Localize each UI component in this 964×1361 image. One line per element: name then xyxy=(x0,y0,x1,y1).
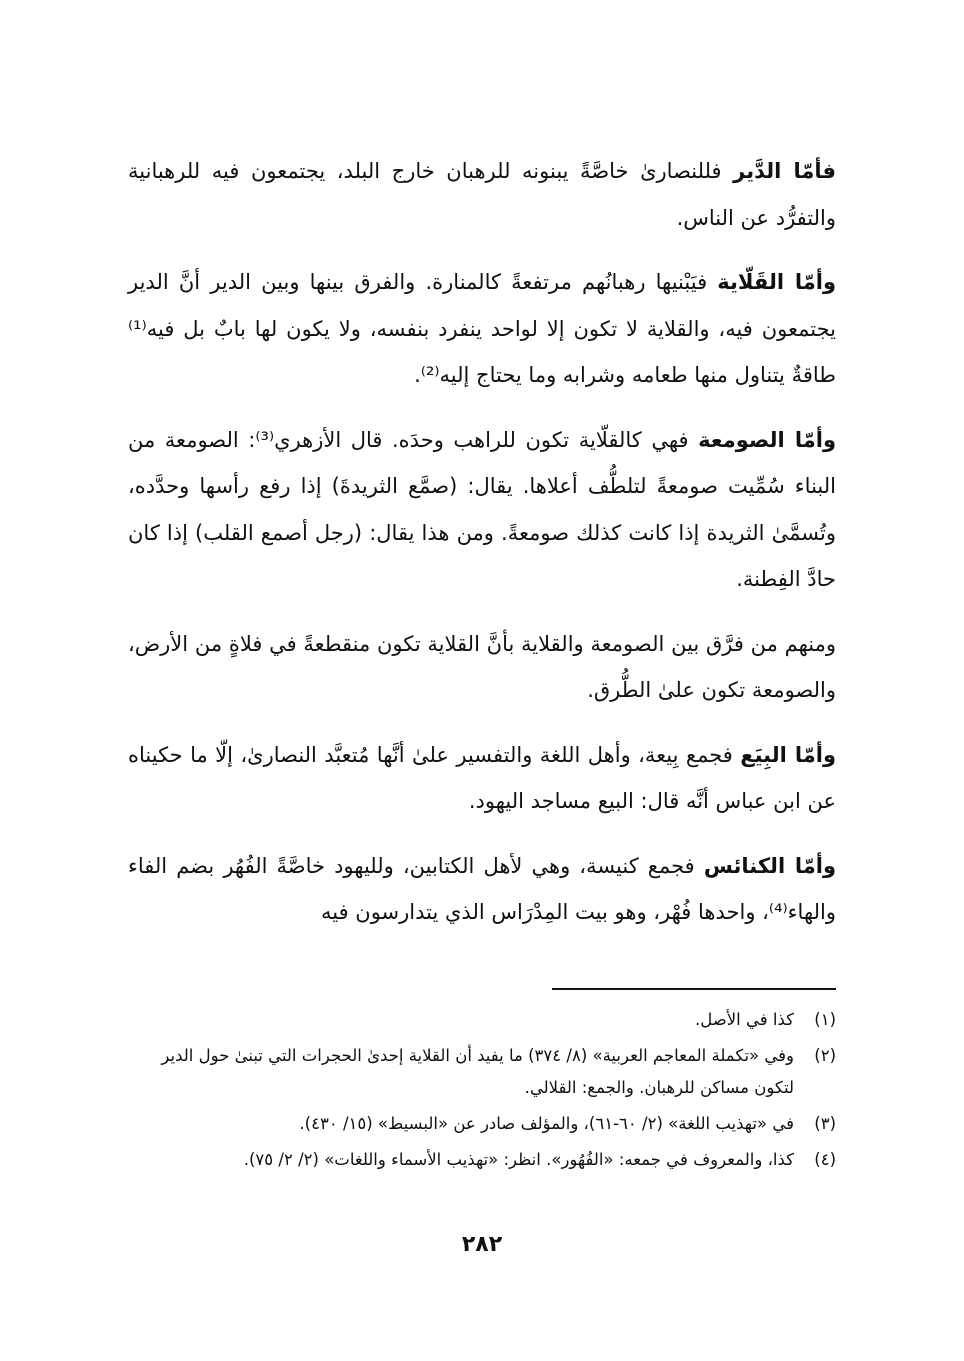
paragraph-heading: وأمّا الكنائس xyxy=(703,853,836,878)
page-number: ٢٨٢ xyxy=(461,1232,503,1257)
paragraph-qallaya xyxy=(128,259,836,399)
footnote-2 xyxy=(128,1040,836,1104)
paragraph-dayr xyxy=(128,148,836,241)
paragraph-heading: وأمّا الصومعة xyxy=(698,427,837,452)
footnote-number: (٢) xyxy=(814,1046,836,1065)
paragraph-sawmaa xyxy=(128,417,836,603)
footnote-divider xyxy=(552,988,836,990)
footnote-3 xyxy=(128,1108,836,1140)
footnote-text: في «تهذيب اللغة» (٢/ ٦٠-٦١)، والمؤلف صادر عن «البسيط» (١٥/ ٤٣٠). xyxy=(299,1114,794,1133)
footnotes xyxy=(128,1004,836,1180)
footnote-text: وفي «تكملة المعاجم العربية» (٨/ ٣٧٤) ما يفيد أن القلاية إحدىٰ الحجرات التي تبنىٰ حول الدير لتكون مساكن للرهبان. والجمع: القلالي. xyxy=(161,1046,794,1097)
footnote-number: (١) xyxy=(814,1010,836,1029)
paragraph-text: فيَبْنيها رهبانُهم مرتفعةً كالمنارة. والفرق بينها وبين الدير أنَّ الدير يجتمعون فيه، والقلاية لا تكون إلا لواحد ينفرد بنفسه، ولا يكون لها بابٌ بل فيه⁽¹⁾ طاقةٌ يتناول منها طعامه وشرابه وما يحتاج إليه⁽²⁾. xyxy=(128,270,836,387)
footnote-number: (٤) xyxy=(814,1150,836,1169)
paragraph-heading: وأمّا البِيَع xyxy=(740,742,836,767)
footnote-text: كذا، والمعروف في جمعه: «الفُهُور». انظر: «تهذيب الأسماء واللغات» (٢/ ٢/ ٧٥). xyxy=(243,1150,794,1169)
paragraph-text: فهي كالقلّاية تكون للراهب وحدَه. قال الأزهري⁽³⁾: الصومعة من البناء سُمِّيت صومعةً لتلطُّف أعلاها. يقال: (صمَّع الثريدةَ) إذا رفع رأسها وحدَّده، وتُسمَّىٰ الثريدة إذا كانت كذلك صومعةً. ومن هذا يقال: (رجل أصمع القلب) إذا كان حادَّ الفِطنة. xyxy=(128,427,836,591)
paragraph-difference xyxy=(128,621,836,714)
paragraph-text: فجمع كنيسة، وهي لأهل الكتابين، ولليهود خاصَّةً الفُهُر بضم الفاء والهاء⁽⁴⁾، واحدها فُهْر، وهو بيت المِدْرَاس الذي يتدارسون فيه xyxy=(128,853,836,924)
paragraph-kanais xyxy=(128,843,836,936)
footnote-1 xyxy=(128,1004,836,1036)
footnote-number: (٣) xyxy=(814,1114,836,1133)
footnote-text: كذا في الأصل. xyxy=(695,1010,794,1029)
paragraph-text: فجمع بِيعة، وأهل اللغة والتفسير علىٰ أنَّها مُتعبَّد النصارىٰ، إلّا ما حكيناه عن ابن عباس أنَّه قال: البيع مساجد اليهود. xyxy=(128,742,836,813)
main-text xyxy=(128,148,836,954)
paragraph-heading: فأمّا الدَّير xyxy=(733,159,837,183)
paragraph-biya xyxy=(128,732,836,825)
footnote-4 xyxy=(128,1144,836,1176)
paragraph-heading: وأمّا القَلّاية xyxy=(717,270,836,294)
paragraph-text: ومنهم من فرَّق بين الصومعة والقلاية بأنَّ القلاية تكون منقطعةً في فلاةٍ من الأرض، والصومعة تكون علىٰ الطُّرق. xyxy=(128,631,836,702)
paragraph-text: فللنصارىٰ خاصَّةً يبنونه للرهبان خارج البلد، يجتمعون فيه للرهبانية والتفرُّد عن الناس. xyxy=(128,159,836,230)
